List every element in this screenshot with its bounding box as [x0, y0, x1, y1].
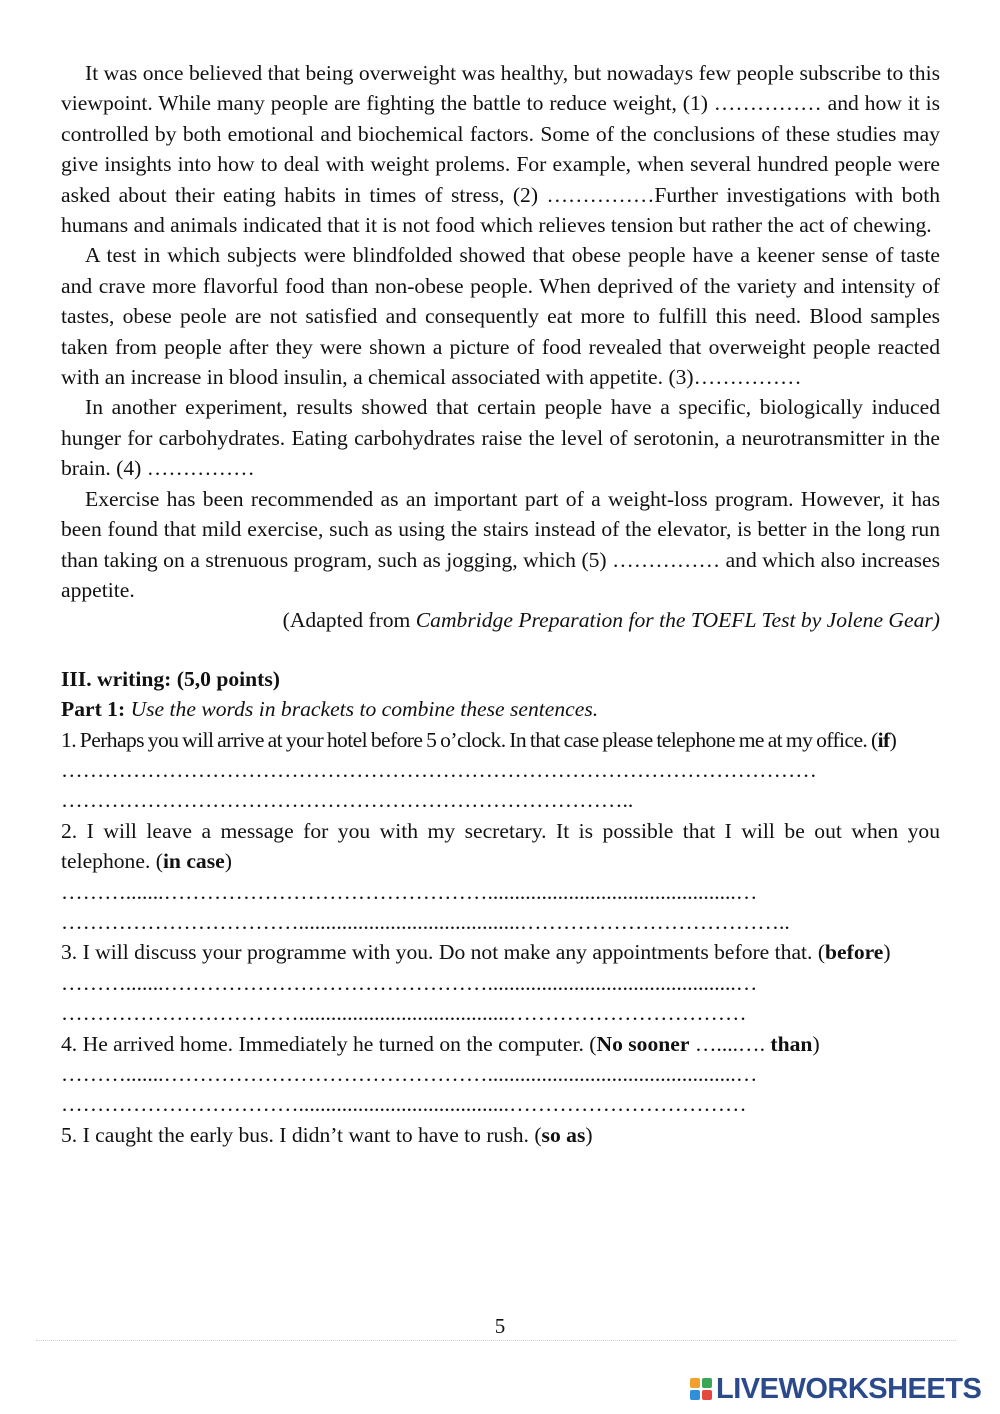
question-1-close: )	[889, 727, 897, 752]
question-4-keyword: No sooner	[596, 1031, 690, 1056]
logo-square-2	[702, 1378, 712, 1388]
answer-line-3b[interactable]: …………………………….......................................……………………………	[61, 1001, 747, 1026]
question-3	[61, 937, 940, 967]
reading-paragraph-3: In another experiment, results showed that certain people have a specific, biologically induced hunger for carbohydrates. Eating carbohydrates raise the level of serotonin, a neurotransmitter in the brain. (4) ……………	[61, 395, 940, 481]
liveworksheets-brand	[690, 1372, 981, 1406]
question-2-keyword: in case	[162, 849, 225, 874]
section-gap	[61, 636, 940, 664]
logo-square-4	[702, 1390, 712, 1400]
question-2-close: )	[224, 849, 232, 874]
question-4-text: 4. He arrived home. Immediately he turned on the computer. (	[61, 1031, 597, 1056]
question-2-text: 2. I will leave a message for you with my secretary. It is possible that I will be out when you telephone. (	[61, 818, 940, 874]
source-prefix: (Adapted from	[282, 608, 416, 633]
question-4-keyword2: than	[770, 1031, 813, 1056]
question-1-text: 1. Perhaps you will arrive at your hotel before 5 o’clock. In that case please telephone me at my office. (	[61, 727, 878, 752]
answer-line-1b[interactable]: ……………………………………………………………………..	[61, 788, 634, 813]
question-5-keyword: so as	[541, 1122, 586, 1147]
answer-line-2a[interactable]: ……….......………………………………………..............................................…	[61, 879, 758, 904]
worksheet-page	[61, 58, 940, 1150]
answer-line-2b[interactable]: …………………………….........................................………………………………..	[61, 909, 790, 934]
source-title: Cambridge Preparation for the TOEFL Test by Jolene Gear)	[415, 608, 940, 633]
answer-line-1a[interactable]: ……………………………………………………………………………………………	[61, 757, 817, 782]
question-2	[61, 816, 940, 877]
question-5-close: )	[585, 1122, 593, 1147]
reading-paragraph-1: It was once believed that being overweight was healthy, but nowadays few people subscribe to this viewpoint. While many people are fighting the battle to reduce weight, (1) …………… and how it is controlled by both emotional and biochemical factors. Some of the conclusions of these studies may give insights into how to deal with weight prolems. For example, when several hundred people were asked about their eating habits in times of stress, (2) ……………Further investigations with both humans and animals indicated that it is not food which relieves tension but rather the act of chewing.	[61, 61, 940, 238]
question-4-middle: …....….	[689, 1031, 771, 1056]
question-3-keyword: before	[825, 940, 884, 965]
liveworksheets-logo-icon	[690, 1378, 712, 1400]
part-1-heading	[61, 694, 940, 724]
question-5	[61, 1120, 940, 1150]
question-1	[61, 725, 940, 755]
question-5-text: 5. I caught the early bus. I didn’t want to have to rush. (	[61, 1122, 542, 1147]
brand-name: LIVEWORKSHEETS	[716, 1372, 982, 1405]
reading-source	[61, 605, 940, 635]
writing-section-title: III. writing: (5,0 points)	[61, 666, 280, 691]
question-4	[61, 1029, 940, 1059]
part-1-label: Part 1:	[61, 697, 126, 722]
footer-divider	[36, 1340, 956, 1341]
answer-line-4b[interactable]: …………………………….......................................……………………………	[61, 1092, 747, 1117]
logo-square-3	[690, 1390, 700, 1400]
logo-square-1	[690, 1378, 700, 1388]
answer-line-4a[interactable]: ……….......………………………………………..............................................…	[61, 1062, 758, 1086]
reading-paragraph-4: Exercise has been recommended as an important part of a weight-loss program. However, it has been found that mild exercise, such as using the stairs instead of the elevator, is better in the long run than taking on a strenuous program, such as jogging, which (5) …………… and which also increases appetite.	[61, 486, 940, 602]
question-4-close: )	[812, 1031, 820, 1056]
part-1-instruction: Use the words in brackets to combine these sentences.	[130, 697, 599, 722]
answer-line-3a[interactable]: ……….......………………………………………..............................................…	[61, 970, 758, 995]
page-number: 5	[494, 1314, 506, 1338]
question-3-text: 3. I will discuss your programme with you. Do not make any appointments before that. (	[61, 940, 826, 965]
question-3-close: )	[883, 940, 891, 965]
question-1-keyword: if	[877, 727, 890, 752]
reading-paragraph-2: A test in which subjects were blindfolded showed that obese people have a keener sense of taste and crave more flavorful food than non-obese people. When deprived of the variety and intensity of tastes, obese peole are not satisfied and consequently eat more to fulfill this need. Blood samples taken from people after they were shown a picture of food revealed that overweight people reacted with an increase in blood insulin, a chemical associated with appetite. (3)……………	[61, 243, 940, 390]
